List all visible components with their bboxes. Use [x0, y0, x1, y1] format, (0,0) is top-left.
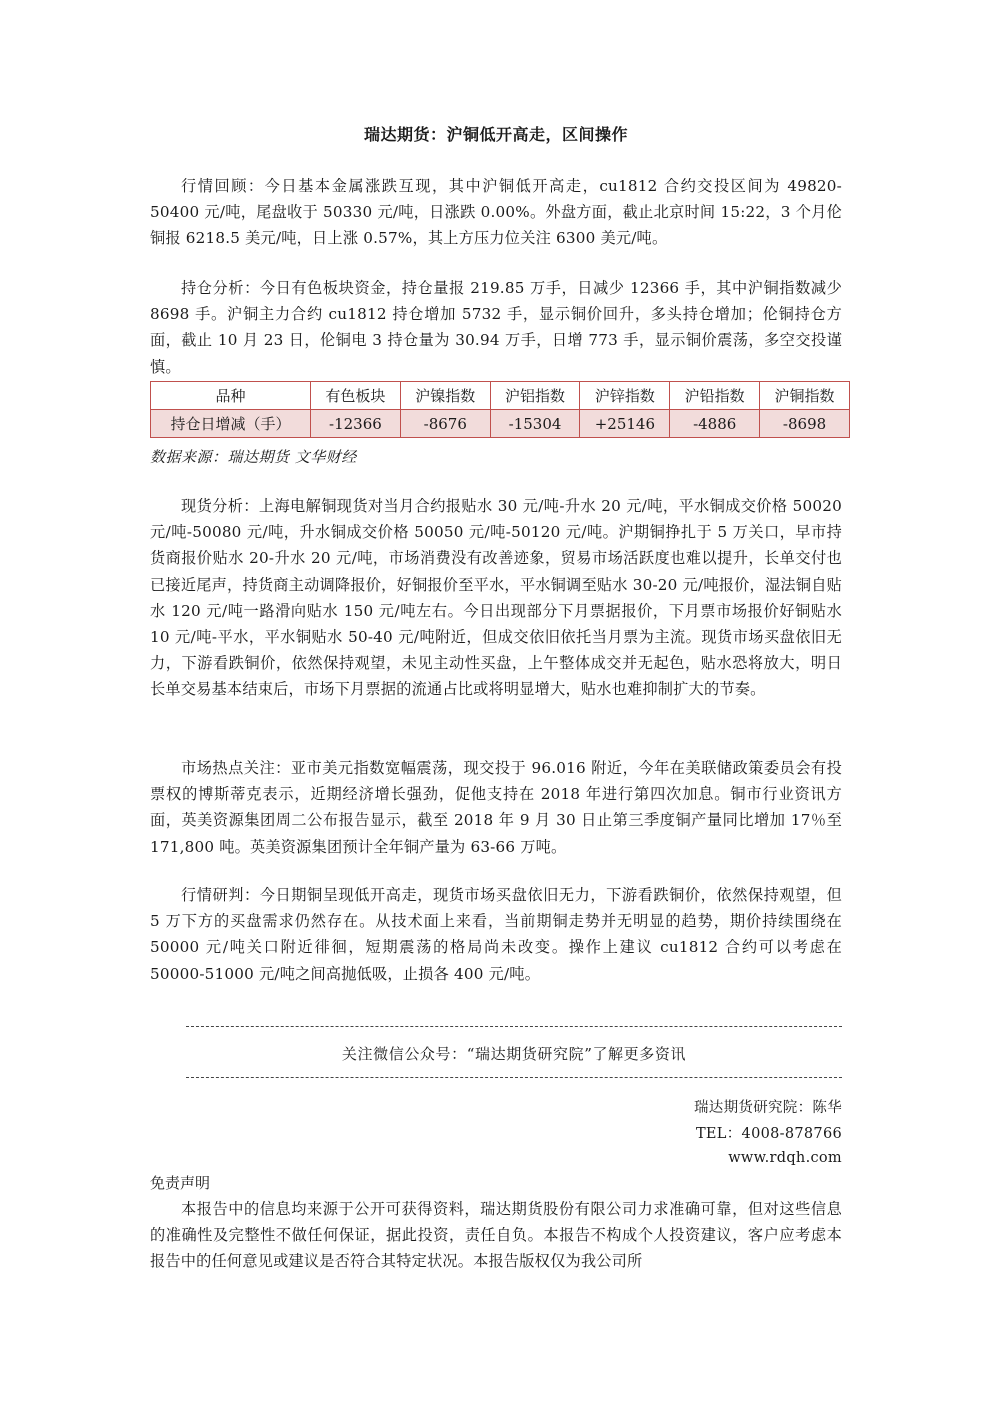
table-header-cell: 沪铝指数 — [490, 382, 580, 410]
position-change-table — [150, 381, 850, 438]
divider — [186, 1077, 842, 1078]
disclaimer-heading: 免责声明 — [150, 1174, 211, 1192]
table-header-cell: 有色板块 — [311, 382, 401, 410]
table-cell: -4886 — [670, 410, 760, 438]
spot-analysis-paragraph: 现货分析：上海电解铜现货对当月合约报贴水 30 元/吨-升水 20 元/吨，平水铜成交价格 50020 元/吨-50080 元/吨，升水铜成交价格 50050 元/吨-50120 元/吨。沪期铜挣扎于 5 万关口，早市持货商报价贴水 20-升水 20 元/吨，市场消费没有改善迹象，贸易市场活跃度也难以提升，长单交付也已接近尾声，持货商主动调降报价，好铜报价至平水，平水铜调至贴水 30-20 元/吨报价，湿法铜自贴水 120 元/吨一路滑向贴水 150 元/吨左右。今日出现部分下月票据报价，下月票市场报价好铜贴水 10 元/吨-平水，平水铜贴水 50-40 元/吨附近，但成交依旧依托当月票为主流。现货市场买盘依旧无力，下游看跌铜价，依然保持观望，未见主动性买盘，上午整体成交并无起色，贴水恐将放大，明日长单交易基本结束后，市场下月票据的流通占比或将明显增大，贴水也难抑制扩大的节奏。 — [150, 497, 842, 699]
report-title: 瑞达期货：沪铜低开高走，区间操作 — [363, 125, 628, 144]
table-header-row — [151, 382, 850, 410]
table-header-cell: 沪镍指数 — [400, 382, 490, 410]
market-judgment-paragraph: 行情研判：今日期铜呈现低开高走，现货市场买盘依旧无力，下游看跌铜价，依然保持观望，但 5 万下方的买盘需求仍然存在。从技术面上来看，当前期铜走势并无明显的趋势，期价持续围绕在 50000 元/吨关口附近徘徊，短期震荡的格局尚未改变。操作上建议 cu1812 合约可以考虑在 50000-51000 元/吨之间高抛低吸，止损各 400 元/吨。 — [150, 886, 842, 983]
table-header-cell: 沪铜指数 — [760, 382, 850, 410]
table-cell: -8676 — [400, 410, 490, 438]
table-header-cell: 品种 — [151, 382, 311, 410]
disclaimer-paragraph: 本报告中的信息均来源于公开可获得资料，瑞达期货股份有限公司力求准确可靠，但对这些信息的准确性及完整性不做任何保证，据此投资，责任自负。本报告不构成个人投资建议，客户应考虑本报告中的任何意见或建议是否符合其特定状况。本报告版权仅为我公司所 — [150, 1200, 842, 1271]
table-header-cell: 沪铅指数 — [670, 382, 760, 410]
market-review-paragraph: 行情回顾：今日基本金属涨跌互现，其中沪铜低开高走，cu1812 合约交投区间为 49820-50400 元/吨，尾盘收于 50330 元/吨，日涨跌 0.00%。外盘方面，截止北京时间 15:22，3 个月伦铜报 6218.5 美元/吨，日上涨 0.57%，其上方压力位关注 6300 美元/吨。 — [150, 177, 842, 248]
data-source-note: 数据来源：瑞达期货 文华财经 — [150, 448, 357, 466]
table-cell: -8698 — [760, 410, 850, 438]
telephone-line: TEL：4008-878766 — [695, 1126, 842, 1142]
divider — [186, 1026, 842, 1027]
wechat-follow-notice: 关注微信公众号：“瑞达期货研究院”了解更多资讯 — [341, 1045, 687, 1063]
author-line: 瑞达期货研究院：陈华 — [694, 1100, 842, 1116]
table-header-cell: 沪锌指数 — [580, 382, 670, 410]
position-analysis-paragraph: 持仓分析：今日有色板块资金，持仓量报 219.85 万手，日减少 12366 手，其中沪铜指数减少 8698 手。沪铜主力合约 cu1812 持仓增加 5732 手，显示铜价回升，多头持仓增加；伦铜持仓方面，截止 10 月 23 日，伦铜电 3 持仓量为 30.94 万手，日增 773 手，显示铜价震荡，多空交投谨慎。 — [150, 279, 842, 376]
market-hotspot-paragraph: 市场热点关注：亚市美元指数宽幅震荡，现交投于 96.016 附近，今年在美联储政策委员会有投票权的博斯蒂克表示，近期经济增长强劲，促他支持在 2018 年进行第四次加息。铜市行业资讯方面，英美资源集团周二公布报告显示，截至 2018 年 9 月 30 日止第三季度铜产量同比增加 17％至 171,800 吨。英美资源集团预计全年铜产量为 63-66 万吨。 — [150, 759, 842, 856]
table-row-label: 持仓日增减（手） — [151, 410, 311, 438]
table-cell: -15304 — [490, 410, 580, 438]
table-row — [151, 410, 850, 438]
table-cell: -12366 — [311, 410, 401, 438]
table-cell: +25146 — [580, 410, 670, 438]
website-link[interactable]: www.rdqh.com — [728, 1150, 842, 1166]
